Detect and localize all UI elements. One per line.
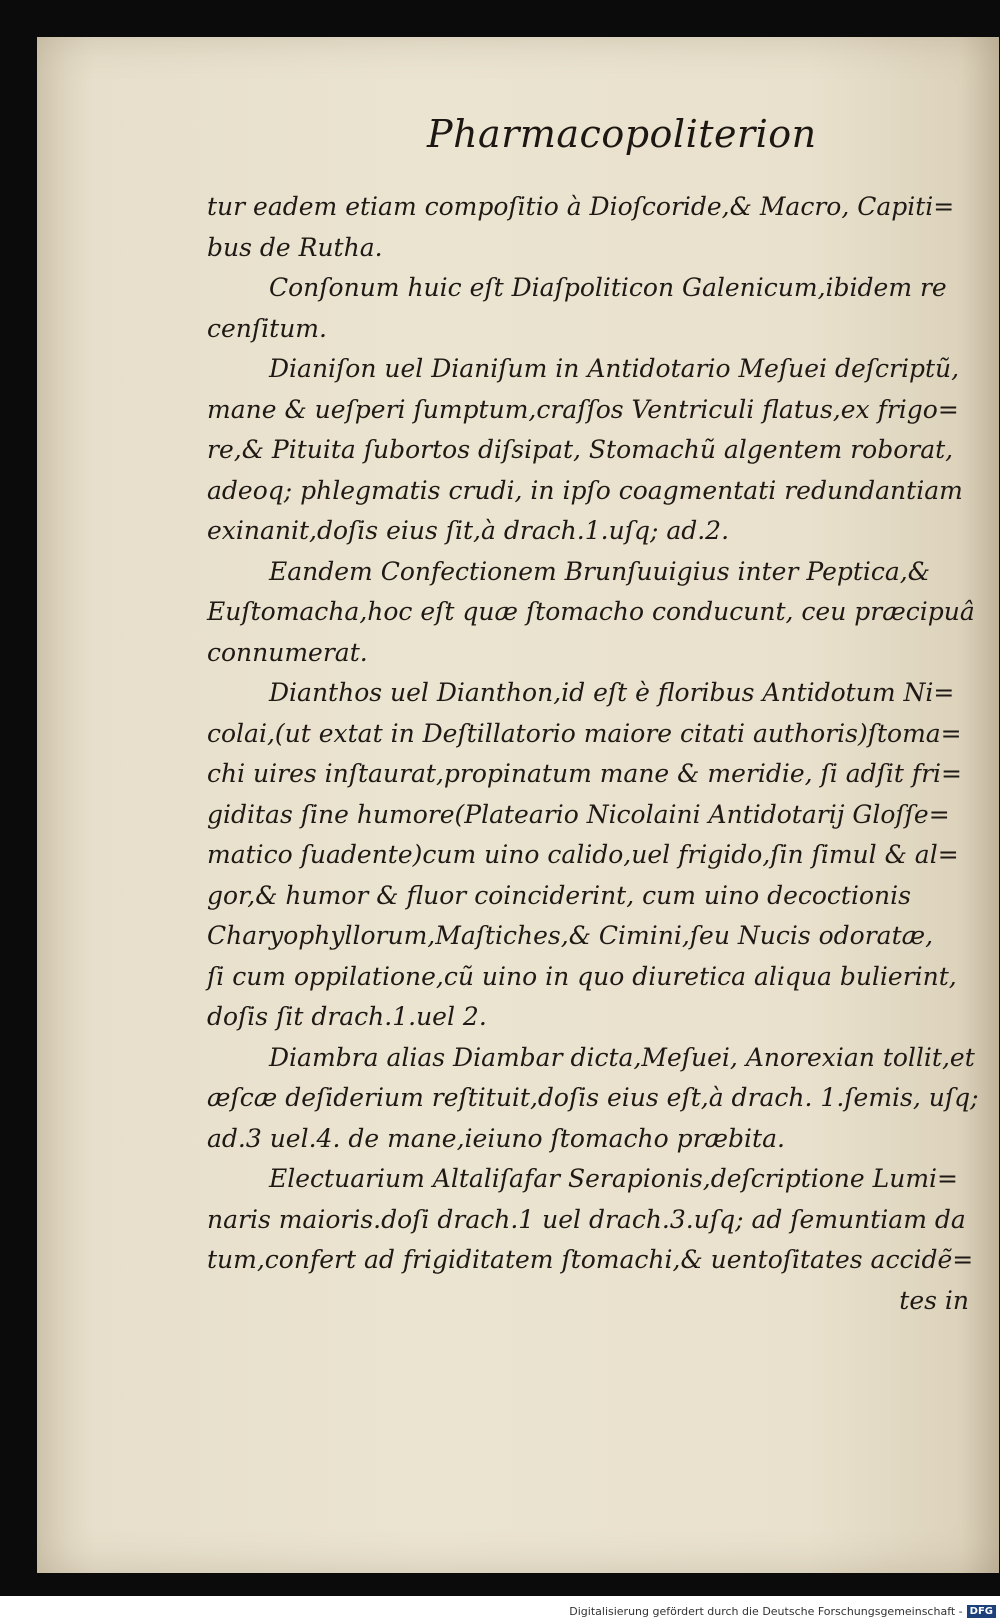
text-line: mane & ueſperi ſumptum,craſſos Ventriculi flatus,ex frigo= [207, 394, 959, 424]
text-line: cenſitum. [207, 313, 327, 343]
text-line: Electuarium Altaliſafar Serapionis,deſcriptione Lumi= [269, 1164, 958, 1193]
body-text [207, 187, 987, 1321]
text-line: giditas ſine humore(Plateario Nicolaini Antidotarij Gloſſe= [207, 799, 950, 829]
footer-credit: Digitalisierung gefördert durch die Deutsche Forschungsgemeinschaft - [569, 1605, 963, 1618]
text-line: colai,(ut extat in Deſtillatorio maiore citati authoris)ſtoma= [207, 718, 962, 748]
text-line: ad.3 uel.4. de mane,ieiuno ſtomacho præbita. [207, 1123, 785, 1153]
text-line: doſis ſit drach.1.uel 2. [207, 1002, 487, 1031]
text-line: naris maioris.doſi drach.1 uel drach.3.uſq; ad ſemuntiam da [207, 1204, 966, 1234]
text-line: re,& Pituita ſubortos diſsipat, Stomachũ algentem roborat, [207, 435, 954, 464]
text-line: Diambra alias Diambar dicta,Meſuei, Anorexian tollit,et [269, 1042, 975, 1072]
text-line: exinanit,doſis eius ſit,à drach.1.uſq; ad.2. [207, 516, 730, 545]
text-line: matico ſuadente)cum uino calido,uel frigido,ſin ſimul & al= [207, 840, 959, 869]
running-head: Pharmacopoliterion [427, 112, 817, 156]
digitization-footer [0, 1600, 1000, 1623]
text-line: chi uires inſtaurat,propinatum mane & meridie, ſi adſit fri= [207, 759, 963, 788]
text-line: bus de Rutha. [207, 232, 383, 262]
text-line: tum,confert ad frigiditatem ſtomachi,& uentoſitates accidẽ= [207, 1245, 974, 1274]
dfg-logo: DFG [967, 1605, 996, 1618]
text-line: Dianthos uel Dianthon,id eſt è floribus Antidotum Ni= [269, 678, 955, 707]
text-line: connumerat. [207, 637, 368, 667]
text-line: gor,& humor & fluor coinciderint, cum uino decoctionis [207, 880, 911, 910]
text-line: æſcæ deſiderium reſtituit,doſis eius eſt,à drach. 1.ſemis, uſq; [207, 1083, 979, 1112]
text-line: Dianiſon uel Dianiſum in Antidotario Meſuei deſcriptũ, [269, 354, 960, 383]
text-line: ſi cum oppilatione,cũ uino in quo diuretica aliqua bulierint, [207, 961, 957, 991]
catchword: tes in [899, 1285, 969, 1315]
text-line: adeoq; phlegmatis crudi, in ipſo coagmentati redundantiam [207, 475, 963, 505]
text-line: Euſtomacha,hoc eſt quæ ſtomacho conducunt, ceu præcipuâ [207, 597, 975, 626]
book-page [37, 37, 999, 1573]
text-line: Conſonum huic eſt Diaſpoliticon Galenicum,ibidem re [269, 273, 947, 302]
text-line: Eandem Confectionem Brunſuuigius inter Peptica,& [269, 556, 931, 586]
text-line: tur eadem etiam compoſitio à Dioſcoride,& Macro, Capiti= [207, 192, 955, 221]
text-line: Charyophyllorum,Maſtiches,& Cimini,ſeu Nucis odoratæ, [207, 921, 934, 950]
